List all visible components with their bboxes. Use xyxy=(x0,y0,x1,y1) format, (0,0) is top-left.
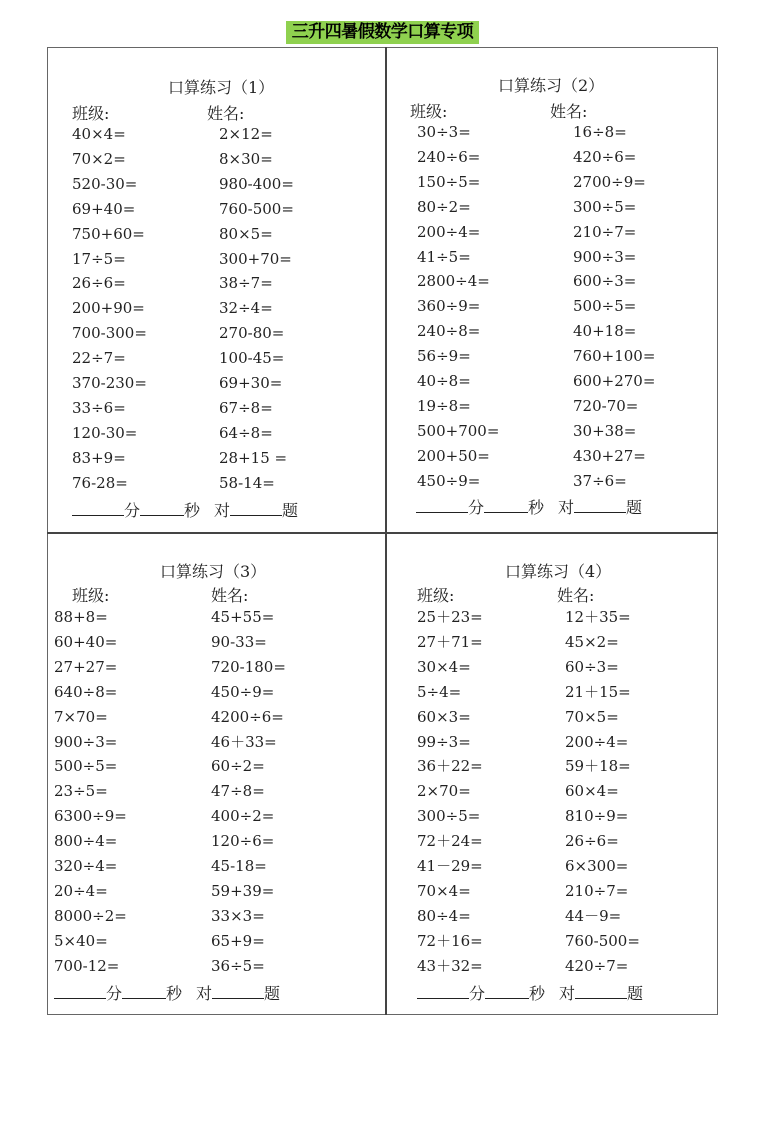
problem-item: 30+38= xyxy=(573,421,637,440)
problem-item: 300÷5= xyxy=(417,807,481,826)
problem-item: 300÷5= xyxy=(573,197,637,216)
problem-item: 400÷2= xyxy=(211,807,275,826)
score-footer xyxy=(54,981,280,1004)
problem-item: 420÷6= xyxy=(573,147,637,166)
problem-item: 4200÷6= xyxy=(211,707,284,726)
problem-item: 520-30= xyxy=(72,174,138,193)
problem-item: 76-28= xyxy=(72,473,128,492)
problem-item: 72＋24= xyxy=(417,832,483,851)
correct-label: 对 xyxy=(559,984,576,1003)
problem-item: 360÷9= xyxy=(417,297,481,316)
questions-label: 题 xyxy=(282,501,299,520)
problem-item: 33×3= xyxy=(211,906,265,925)
problem-item: 40×4= xyxy=(72,125,126,143)
problem-item: 750+60= xyxy=(72,224,145,243)
problem-item: 26÷6= xyxy=(72,274,126,293)
problem-item: 760-500= xyxy=(565,931,640,950)
score-footer xyxy=(417,981,643,1004)
problem-item: 45+55= xyxy=(211,608,275,626)
problem-item: 60×3= xyxy=(417,707,471,726)
problem-item: 2×12= xyxy=(219,125,273,143)
problem-item: 21＋15= xyxy=(565,682,631,701)
problem-item: 8000÷2= xyxy=(54,906,127,925)
problem-item: 40+18= xyxy=(573,322,637,341)
minutes-blank[interactable] xyxy=(417,984,469,999)
class-label: 班级: xyxy=(72,104,110,123)
problem-item: 56÷9= xyxy=(417,347,471,366)
problem-item: 43＋32= xyxy=(417,956,483,975)
problem-item: 83+9= xyxy=(72,448,126,467)
minutes-label: 分 xyxy=(124,501,141,520)
problem-item: 370-230= xyxy=(72,374,147,392)
problem-item: 38÷7= xyxy=(219,274,273,293)
problem-item: 120÷6= xyxy=(211,832,275,851)
problem-item: 6300÷9= xyxy=(54,807,127,826)
problem-item: 58-14= xyxy=(219,473,275,492)
seconds-blank[interactable] xyxy=(122,984,166,999)
problem-item: 640÷8= xyxy=(54,682,118,701)
seconds-blank[interactable] xyxy=(484,498,528,513)
problem-item: 16÷8= xyxy=(573,123,627,141)
problem-item: 41÷5= xyxy=(417,247,471,266)
problem-item: 22÷7= xyxy=(72,349,126,368)
page-title: 三升四暑假数学口算专项 xyxy=(286,21,479,44)
problem-item: 700-12= xyxy=(54,956,120,975)
problem-item: 30÷3= xyxy=(417,123,471,141)
problem-item: 500÷5= xyxy=(573,297,637,316)
panel-title: 口算练习（3） xyxy=(160,562,267,581)
panel-title: 口算练习（2） xyxy=(498,76,605,95)
correct-label: 对 xyxy=(214,501,231,520)
problem-item: 900÷3= xyxy=(54,732,118,751)
problem-item: 700-300= xyxy=(72,324,147,343)
problem-item: 980-400= xyxy=(219,174,294,193)
problem-item: 33÷6= xyxy=(72,398,126,417)
problem-item: 420÷7= xyxy=(565,956,629,975)
problem-item: 720-180= xyxy=(211,657,286,676)
problem-item: 200+90= xyxy=(72,299,145,318)
problem-item: 44－9= xyxy=(565,906,622,925)
seconds-label: 秒 xyxy=(184,501,201,520)
correct-label: 对 xyxy=(558,498,575,517)
minutes-label: 分 xyxy=(469,984,486,1003)
problem-item: 500÷5= xyxy=(54,757,118,776)
seconds-blank[interactable] xyxy=(485,984,529,999)
class-label: 班级: xyxy=(72,586,110,605)
questions-label: 题 xyxy=(264,984,281,1003)
problem-item: 60÷2= xyxy=(211,757,265,776)
problem-item: 30×4= xyxy=(417,657,471,676)
minutes-blank[interactable] xyxy=(54,984,106,999)
name-label: 姓名: xyxy=(557,586,595,605)
problem-item: 70×2= xyxy=(72,149,126,168)
problem-item: 17÷5= xyxy=(72,249,126,268)
problem-item: 270-80= xyxy=(219,324,285,343)
problem-item: 80÷4= xyxy=(417,906,471,925)
problem-item: 430+27= xyxy=(573,446,646,465)
problem-item: 800÷4= xyxy=(54,832,118,851)
problem-item: 720-70= xyxy=(573,396,639,415)
class-label: 班级: xyxy=(417,586,455,605)
problem-item: 300+70= xyxy=(219,249,292,268)
problem-item: 600÷3= xyxy=(573,272,637,291)
problem-item: 450÷9= xyxy=(417,471,481,490)
problem-item: 450÷9= xyxy=(211,682,275,701)
vertical-divider xyxy=(385,47,387,1015)
problem-item: 60+40= xyxy=(54,632,118,651)
problem-item: 60×4= xyxy=(565,782,619,801)
minutes-blank[interactable] xyxy=(416,498,468,513)
problem-item: 36＋22= xyxy=(417,757,483,776)
correct-count-blank[interactable] xyxy=(574,498,626,513)
problem-item: 46＋33= xyxy=(211,732,277,751)
problem-item: 69+30= xyxy=(219,374,283,392)
name-label: 姓名: xyxy=(211,586,249,605)
score-footer xyxy=(72,498,298,521)
seconds-label: 秒 xyxy=(166,984,183,1003)
minutes-label: 分 xyxy=(468,498,485,517)
problem-item: 25＋23= xyxy=(417,608,483,626)
problem-item: 600+270= xyxy=(573,372,656,390)
problem-item: 36÷5= xyxy=(211,956,265,975)
problem-item: 59＋18= xyxy=(565,757,631,776)
problem-item: 2800÷4= xyxy=(417,272,490,291)
correct-count-blank[interactable] xyxy=(212,984,264,999)
problem-item: 70×4= xyxy=(417,881,471,900)
problem-item: 8×30= xyxy=(219,149,273,168)
problem-item: 120-30= xyxy=(72,423,138,442)
horizontal-divider xyxy=(47,532,718,534)
problem-item: 200+50= xyxy=(417,446,490,465)
problem-item: 41－29= xyxy=(417,857,483,875)
problem-item: 900÷3= xyxy=(573,247,637,266)
problem-item: 19÷8= xyxy=(417,396,471,415)
correct-count-blank[interactable] xyxy=(575,984,627,999)
problem-item: 5÷4= xyxy=(417,682,462,701)
problem-item: 2700÷9= xyxy=(573,172,646,191)
problem-item: 69+40= xyxy=(72,199,136,218)
problem-item: 40÷8= xyxy=(417,372,471,390)
problem-item: 12＋35= xyxy=(565,608,631,626)
problem-item: 90-33= xyxy=(211,632,267,651)
problem-item: 45×2= xyxy=(565,632,619,651)
problem-item: 20÷4= xyxy=(54,881,108,900)
name-label: 姓名: xyxy=(207,104,245,123)
seconds-label: 秒 xyxy=(528,498,545,517)
problem-item: 500+700= xyxy=(417,421,500,440)
correct-count-blank[interactable] xyxy=(230,501,282,516)
minutes-blank[interactable] xyxy=(72,501,124,516)
problem-item: 59+39= xyxy=(211,881,275,900)
problem-item: 240÷6= xyxy=(417,147,481,166)
problem-item: 210÷7= xyxy=(565,881,629,900)
problem-item: 45-18= xyxy=(211,857,267,875)
problem-item: 27+27= xyxy=(54,657,118,676)
name-label: 姓名: xyxy=(550,102,588,121)
problem-item: 5×40= xyxy=(54,931,108,950)
seconds-label: 秒 xyxy=(529,984,546,1003)
problem-item: 760+100= xyxy=(573,347,656,366)
problem-item: 100-45= xyxy=(219,349,285,368)
problem-item: 70×5= xyxy=(565,707,619,726)
problem-item: 64÷8= xyxy=(219,423,273,442)
problem-item: 26÷6= xyxy=(565,832,619,851)
problem-item: 240÷8= xyxy=(417,322,481,341)
problem-item: 67÷8= xyxy=(219,398,273,417)
problem-item: 47÷8= xyxy=(211,782,265,801)
problem-item: 65+9= xyxy=(211,931,265,950)
problem-item: 60÷3= xyxy=(565,657,619,676)
score-footer xyxy=(416,495,642,518)
class-label: 班级: xyxy=(410,102,448,121)
problem-item: 810÷9= xyxy=(565,807,629,826)
problem-item: 80÷2= xyxy=(417,197,471,216)
minutes-label: 分 xyxy=(106,984,123,1003)
problem-item: 7×70= xyxy=(54,707,108,726)
problem-item: 210÷7= xyxy=(573,222,637,241)
correct-label: 对 xyxy=(196,984,213,1003)
problem-item: 32÷4= xyxy=(219,299,273,318)
problem-item: 23÷5= xyxy=(54,782,108,801)
problem-item: 99÷3= xyxy=(417,732,471,751)
problem-item: 200÷4= xyxy=(417,222,481,241)
problem-item: 27＋71= xyxy=(417,632,483,651)
problem-item: 2×70= xyxy=(417,782,471,801)
problem-item: 320÷4= xyxy=(54,857,118,875)
problem-item: 200÷4= xyxy=(565,732,629,751)
problem-item: 37÷6= xyxy=(573,471,627,490)
seconds-blank[interactable] xyxy=(140,501,184,516)
panel-title: 口算练习（4） xyxy=(505,562,612,581)
questions-label: 题 xyxy=(626,498,643,517)
problem-item: 6×300= xyxy=(565,857,629,875)
questions-label: 题 xyxy=(627,984,644,1003)
problem-item: 80×5= xyxy=(219,224,273,243)
problem-item: 150÷5= xyxy=(417,172,481,191)
problem-item: 88+8= xyxy=(54,608,108,626)
panel-title: 口算练习（1） xyxy=(168,78,275,97)
problem-item: 72＋16= xyxy=(417,931,483,950)
problem-item: 28+15 = xyxy=(219,448,288,467)
problem-item: 760-500= xyxy=(219,199,294,218)
